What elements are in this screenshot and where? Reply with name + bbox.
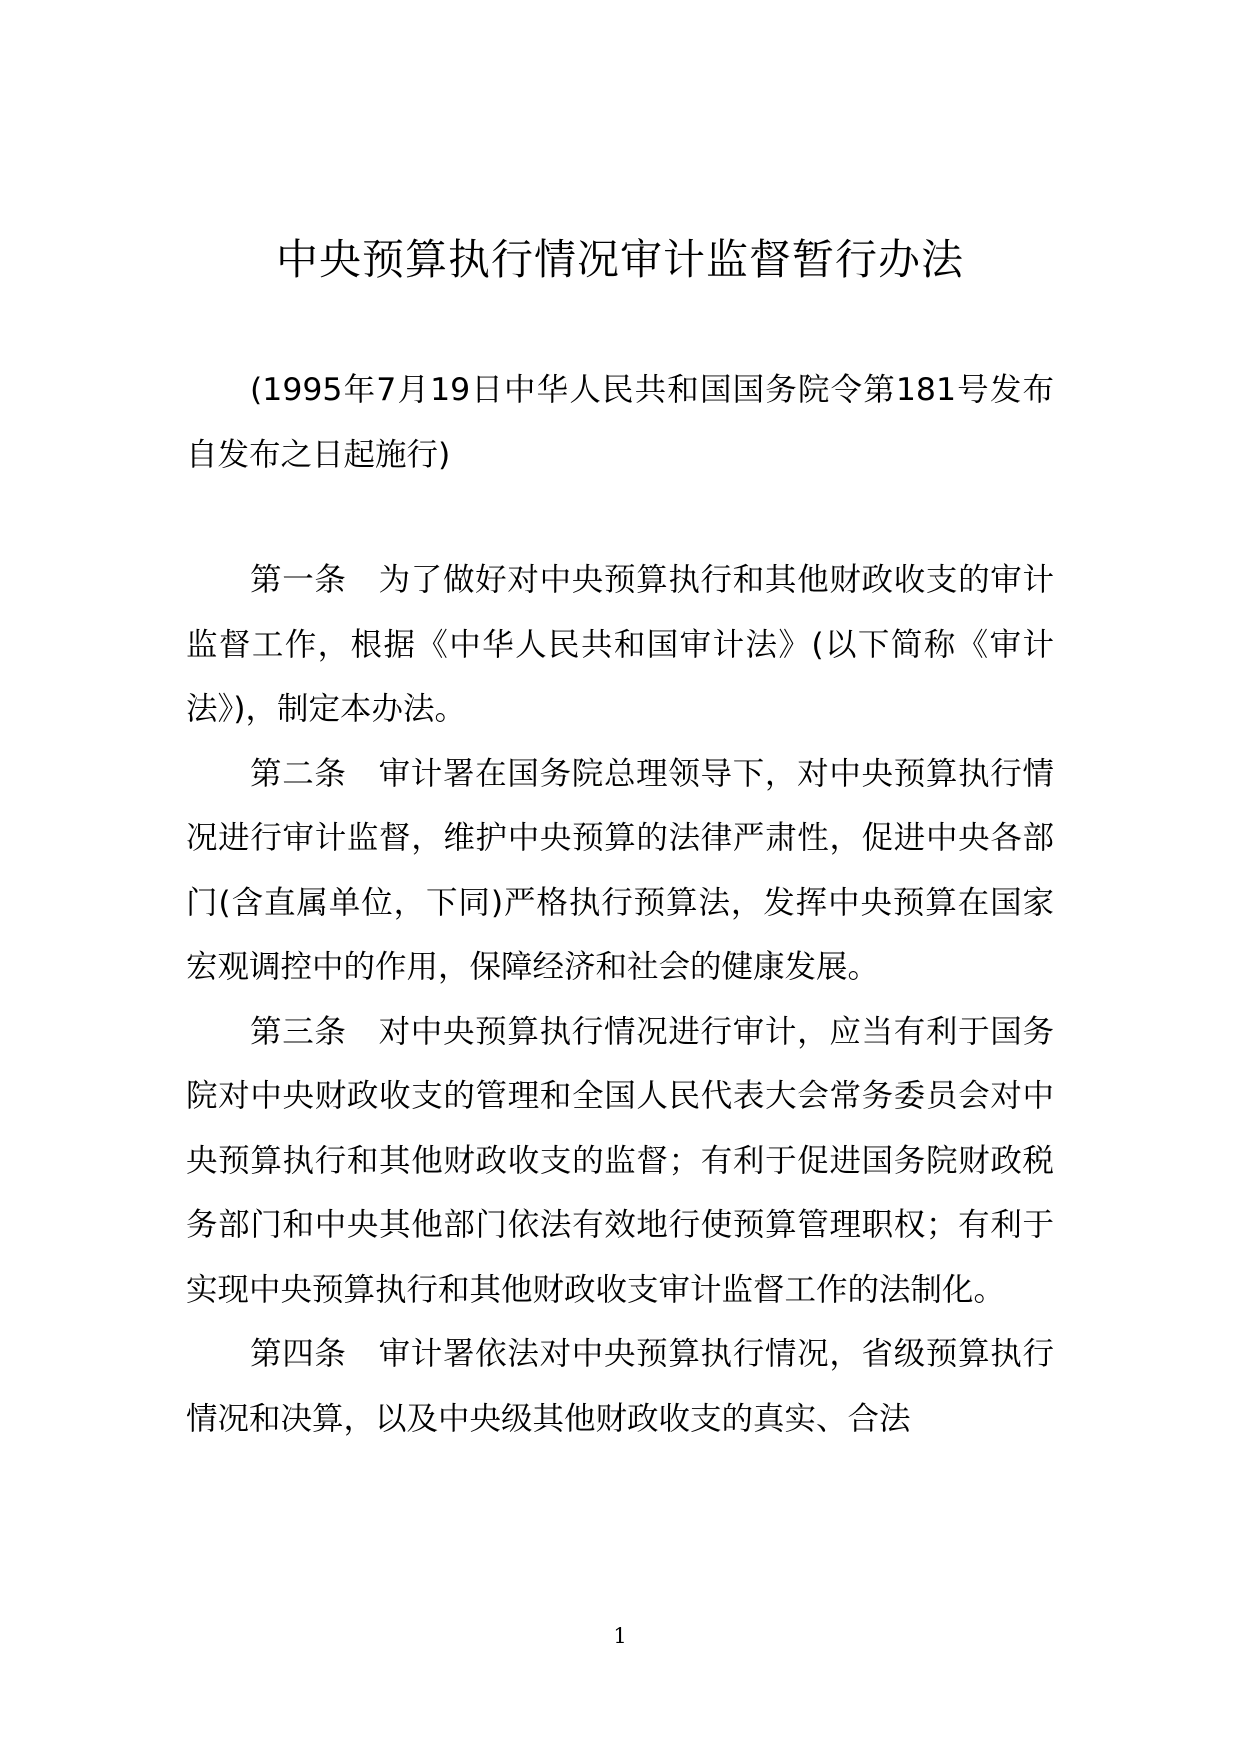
article-label: 第三条 [250, 1013, 347, 1050]
page-number: 1 [613, 1624, 627, 1648]
article-text: 为了做好对中央预算执行和其他财政收支的审计监督工作，根据《中华人民共和国审计法》(以下简称《审计法》)，制定本办法。 [186, 562, 1054, 727]
articles-body [186, 548, 1054, 1451]
article-text: 审计署依法对中央预算执行情况，省级预算执行情况和决算，以及中央级其他财政收支的真实、合法 [186, 1336, 1054, 1437]
article-text: 审计署在国务院总理领导下，对中央预算执行情况进行审计监督，维护中央预算的法律严肃性，促进中央各部门(含直属单位，下同)严格执行预算法，发挥中央预算在国家宏观调控中的作用，保障经济和社会的健康发展。 [186, 755, 1054, 985]
article-3 [186, 1000, 1054, 1323]
article-label: 第一条 [250, 562, 347, 598]
article-2 [186, 742, 1054, 1000]
article-label: 第二条 [250, 755, 347, 792]
document-title: 中央预算执行情况审计监督暂行办法 [275, 235, 964, 284]
article-4 [186, 1322, 1054, 1451]
promulgation-note: (1995年7月19日中华人民共和国国务院令第181号发布 自发布之日起施行) [186, 372, 1086, 473]
article-1 [186, 548, 1054, 742]
article-text: 对中央预算执行情况进行审计，应当有利于国务院对中央财政收支的管理和全国人民代表大会常务委员会对中央预算执行和其他财政收支的监督；有利于促进国务院财政税务部门和中央其他部门依法有效地行使预算管理职权；有利于实现中央预算执行和其他财政收支审计监督工作的法制化。 [186, 1013, 1054, 1308]
article-label: 第四条 [250, 1336, 347, 1372]
